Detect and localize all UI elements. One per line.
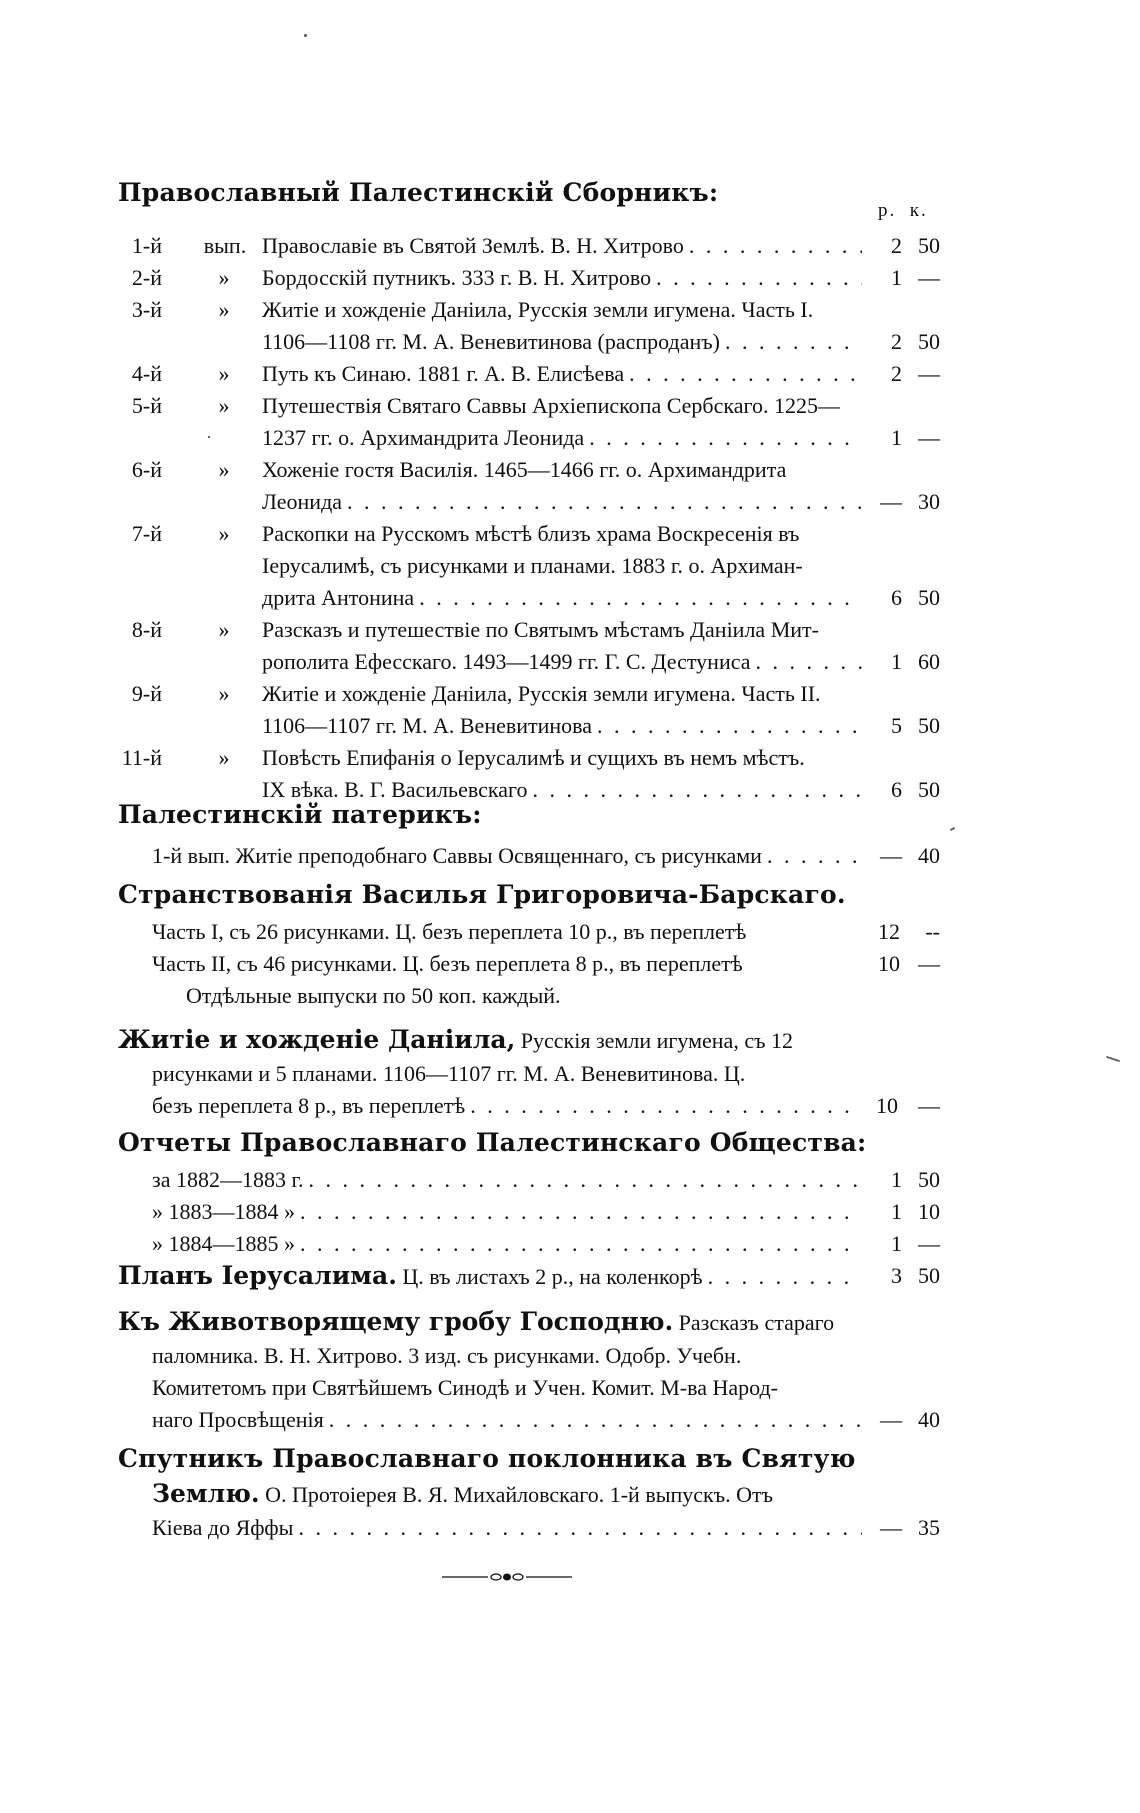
- entry-text: Путешествія Святаго Саввы Архіепископа Сербскаго. 1225—: [262, 393, 840, 418]
- kop-column-label: к.: [909, 200, 928, 221]
- price-kop: —: [918, 425, 940, 450]
- issue-number: 4-й: [131, 361, 162, 386]
- entry-text: 1106—1107 гг. М. А. Веневитинова: [262, 713, 593, 738]
- sbornik-entry-continuation: [0, 646, 1140, 678]
- sbornik-entry: [0, 262, 1140, 294]
- sbornik-entry: [0, 454, 1140, 486]
- entry-text: IX вѣка. В. Г. Васильевскаго: [262, 777, 528, 802]
- entry-text: Хоженіе гостя Василія. 1465—1466 гг. о. Архимандрита: [262, 457, 787, 482]
- grob-text-3: Комитетомъ при Святѣйшемъ Синодѣ и Учен. Комит. М-ва Народ-: [152, 1375, 778, 1400]
- price-kop: —: [918, 265, 940, 290]
- grob-price-rub: —: [880, 1407, 902, 1432]
- price-rub: —: [880, 489, 902, 514]
- barsky-row-rub: 12: [878, 919, 900, 944]
- otchety-row-rub: 1: [891, 1199, 902, 1224]
- entry-text: 1237 гг. о. Архимандрита Леонида: [262, 425, 585, 450]
- entry-text: Житіе и хожденіе Даніила, Русскія земли игумена. Часть II.: [262, 681, 821, 706]
- sputnik-entry-line-3: [0, 1512, 1140, 1544]
- otchety-row-text: » 1883—1884 »: [152, 1199, 295, 1224]
- entry-text: 1106—1108 гг. М. А. Веневитинова (распроданъ): [262, 329, 720, 354]
- section-title-pateric: Палестинскій патерикъ:: [118, 800, 482, 829]
- barsky-note-text: Отдѣльные выпуски по 50 коп. каждый.: [186, 983, 561, 1008]
- sputnik-text-2: Кіева до Яффы: [152, 1515, 294, 1540]
- otchety-row-kop: —: [918, 1231, 940, 1256]
- zhitie-entry-line-1: [0, 1024, 1140, 1058]
- issue-number: 11-й: [121, 745, 162, 770]
- issue-number: 6-й: [131, 457, 162, 482]
- otchety-row-kop: 50: [918, 1167, 940, 1192]
- otchety-row-rub: 1: [891, 1167, 902, 1192]
- issue-number: 3-й: [131, 297, 162, 322]
- sbornik-entry-continuation: [0, 422, 1140, 454]
- section-title-zhitie: Житіе и хожденіе Даніила,: [118, 1025, 516, 1054]
- zhitie-price-rub: 10: [876, 1093, 898, 1118]
- sbornik-entry: [0, 742, 1140, 774]
- otchety-row: [0, 1196, 1140, 1228]
- otchety-row-rub: 1: [891, 1231, 902, 1256]
- entry-text: Бордосскій путникъ. 333 г. В. Н. Хитрово: [262, 265, 652, 290]
- sbornik-entry: [0, 390, 1140, 422]
- entry-text: Повѣсть Епифанія о Іерусалимѣ и сущихъ въ немъ мѣстъ.: [262, 745, 805, 770]
- price-rub: 5: [891, 713, 902, 738]
- price-kop: 50: [918, 329, 940, 354]
- sputnik-text-1: О. Протоіерея В. Я. Михайловскаго. 1-й выпускъ. Отъ: [265, 1482, 773, 1507]
- issue-mark: вып.: [203, 233, 247, 258]
- issue-mark: »: [218, 457, 230, 482]
- zhitie-price-kop: —: [918, 1093, 940, 1118]
- issue-number: 1-й: [131, 233, 162, 258]
- otchety-row: [0, 1228, 1140, 1260]
- issue-number: 8-й: [131, 617, 162, 642]
- entry-text: дрита Антонина: [262, 585, 415, 610]
- section-title-sputnik-cont: Землю.: [152, 1479, 260, 1508]
- entry-text: рополита Ефесскаго. 1493—1499 гг. Г. С. Дестуниса: [262, 649, 751, 674]
- issue-number: 7-й: [131, 521, 162, 546]
- zhitie-entry-line-3: [0, 1090, 1140, 1122]
- pateric-price-rub: —: [880, 843, 902, 868]
- sbornik-entry: [0, 518, 1140, 550]
- plan-price-rub: 3: [891, 1263, 902, 1288]
- sbornik-entry-continuation: [0, 326, 1140, 358]
- price-kop: 50: [918, 777, 940, 802]
- barsky-note: [0, 980, 1140, 1012]
- zhitie-text-1: Русскія земли игумена, съ 12: [520, 1028, 793, 1053]
- otchety-row-text: » 1884—1885 »: [152, 1231, 295, 1256]
- entry-text: Леонида: [262, 489, 343, 514]
- otchety-row-text: за 1882—1883 г.: [152, 1167, 304, 1192]
- sbornik-entry: [0, 294, 1140, 326]
- price-column-header: [878, 200, 928, 222]
- issue-mark: »: [218, 361, 230, 386]
- price-rub: 2: [891, 361, 902, 386]
- price-kop: —: [918, 361, 940, 386]
- issue-mark: »: [218, 297, 230, 322]
- price-rub: 2: [891, 233, 902, 258]
- issue-mark: »: [218, 617, 230, 642]
- price-rub: 1: [891, 425, 902, 450]
- otchety-row: [0, 1164, 1140, 1196]
- barsky-row-text: Часть II, съ 46 рисунками. Ц. безъ переплета 8 р., въ переплетѣ: [152, 951, 743, 976]
- sputnik-entry-line-2: [0, 1478, 1140, 1512]
- barsky-row: [0, 948, 1140, 980]
- sbornik-entry-continuation: [0, 582, 1140, 614]
- barsky-row-text: Часть I, съ 26 рисунками. Ц. безъ переплета 10 р., въ переплетѣ: [152, 919, 747, 944]
- sputnik-price-rub: —: [880, 1515, 902, 1540]
- sbornik-entry: [0, 358, 1140, 390]
- zhitie-entry-line-2: [0, 1058, 1140, 1090]
- sbornik-entry: [0, 614, 1140, 646]
- plan-entry: [0, 1260, 1140, 1294]
- entry-text: Православіе въ Святой Землѣ. В. Н. Хитрово: [262, 233, 684, 258]
- entry-text: Разсказъ и путешествіе по Святымъ мѣстамъ Даніила Мит-: [262, 617, 819, 642]
- grob-entry-line-3: [0, 1372, 1140, 1404]
- issue-number: 2-й: [131, 265, 162, 290]
- plan-text: Ц. въ листахъ 2 р., на коленкорѣ: [402, 1264, 703, 1289]
- sbornik-entry: [0, 678, 1140, 710]
- price-rub: 1: [891, 649, 902, 674]
- barsky-row-rub: 10: [878, 951, 900, 976]
- issue-number: 9-й: [131, 681, 162, 706]
- sbornik-entry-continuation: [0, 710, 1140, 742]
- scan-speck: [950, 827, 955, 831]
- rub-column-label: р.: [878, 200, 897, 221]
- grob-text-4: наго Просвѣщенія: [152, 1407, 324, 1432]
- grob-text-1: Разсказъ стараго: [678, 1310, 835, 1335]
- pateric-entry: [0, 840, 1140, 872]
- scan-speck: [208, 436, 210, 438]
- entry-text: Путь къ Синаю. 1881 г. А. В. Елисѣева: [262, 361, 625, 386]
- ornament-divider-icon: [442, 1572, 572, 1582]
- section-title-plan: Планъ Іерусалима.: [118, 1261, 397, 1290]
- sbornik-entry-continuation: [0, 486, 1140, 518]
- price-rub: 6: [891, 585, 902, 610]
- otchety-row-kop: 10: [918, 1199, 940, 1224]
- issue-mark: »: [218, 265, 230, 290]
- pateric-text: 1-й вып. Житіе преподобнаго Саввы Освященнаго, съ рисунками: [152, 843, 762, 868]
- section-title-barsky: Странствованія Василья Григоровича-Барскаго.: [118, 880, 846, 909]
- issue-mark: »: [218, 681, 230, 706]
- price-kop: 50: [918, 713, 940, 738]
- barsky-row: [0, 916, 1140, 948]
- price-rub: 2: [891, 329, 902, 354]
- barsky-row-kop: --: [925, 919, 940, 944]
- grob-entry-line-2: [0, 1340, 1140, 1372]
- pateric-price-kop: 40: [918, 843, 940, 868]
- issue-mark: »: [218, 521, 230, 546]
- price-rub: 1: [891, 265, 902, 290]
- grob-entry-line-1: [0, 1306, 1140, 1340]
- price-kop: 30: [918, 489, 940, 514]
- sbornik-entry: [0, 230, 1140, 262]
- grob-text-2: паломника. В. Н. Хитрово. 3 изд. съ рисунками. Одобр. Учебн.: [152, 1343, 742, 1368]
- entry-text: Іерусалимѣ, съ рисунками и планами. 1883 г. о. Архиман-: [262, 553, 803, 578]
- entry-text: Житіе и хожденіе Даніила, Русскія земли игумена. Часть I.: [262, 297, 814, 322]
- section-title-sputnik: Спутникъ Православнаго поклонника въ Святую: [118, 1444, 856, 1473]
- scan-speck: [304, 34, 307, 37]
- price-rub: 6: [891, 777, 902, 802]
- plan-price-kop: 50: [918, 1263, 940, 1288]
- zhitie-text-2: рисунками и 5 планами. 1106—1107 гг. М. А. Веневитинова. Ц.: [152, 1061, 746, 1086]
- issue-number: 5-й: [131, 393, 162, 418]
- issue-mark: »: [218, 393, 230, 418]
- price-kop: 60: [918, 649, 940, 674]
- barsky-row-kop: —: [918, 951, 940, 976]
- issue-mark: »: [218, 745, 230, 770]
- price-kop: 50: [918, 585, 940, 610]
- section-title-sbornik: Православный Палестинскій Сборникъ:: [118, 178, 719, 207]
- grob-price-kop: 40: [918, 1407, 940, 1432]
- sbornik-entry-continuation: [0, 550, 1140, 582]
- price-kop: 50: [918, 233, 940, 258]
- entry-text: Раскопки на Русскомъ мѣстѣ близъ храма Воскресенія въ: [262, 521, 800, 546]
- sputnik-price-kop: 35: [918, 1515, 940, 1540]
- grob-entry-line-4: [0, 1404, 1140, 1436]
- section-title-otchety: Отчеты Православнаго Палестинскаго Общества:: [118, 1128, 867, 1157]
- section-title-grob: Къ Животворящему гробу Господню.: [118, 1307, 674, 1336]
- zhitie-text-3: безъ переплета 8 р., въ переплетѣ: [152, 1093, 466, 1118]
